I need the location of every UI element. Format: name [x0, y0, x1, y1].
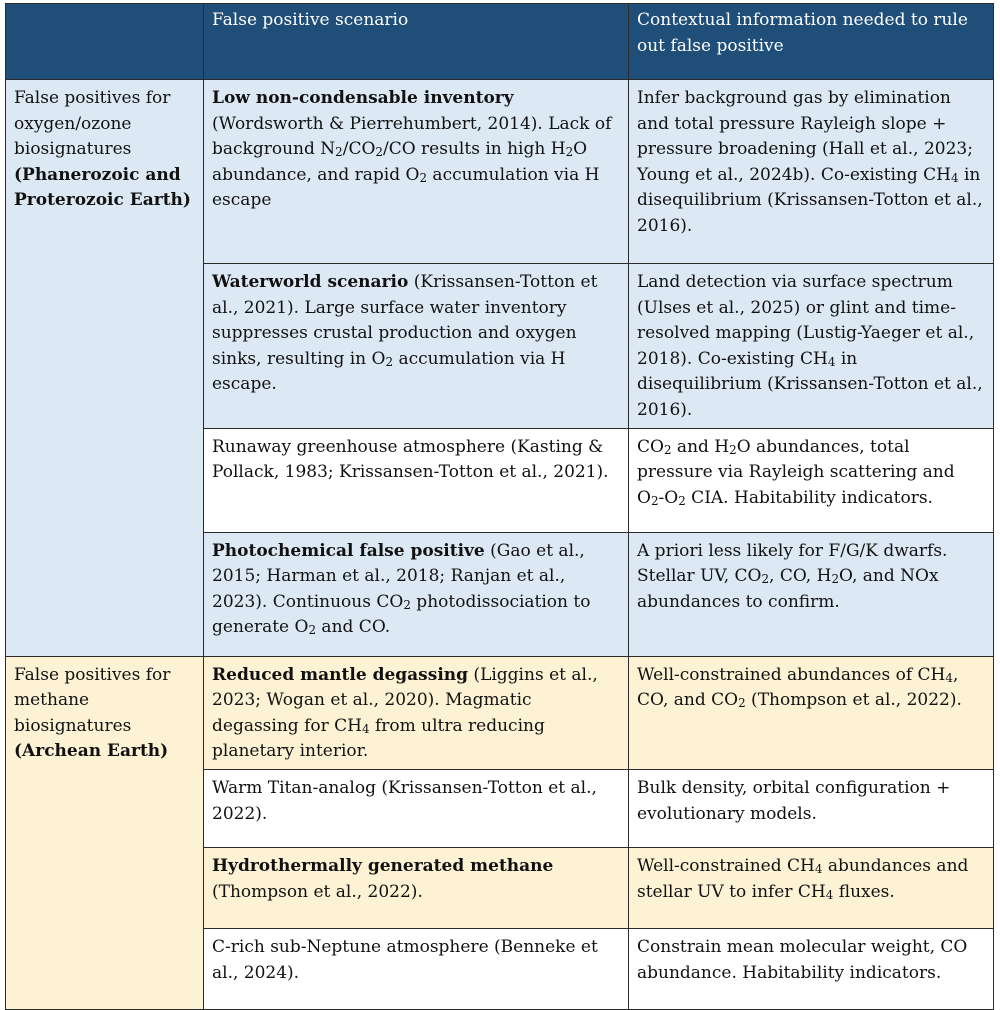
context-cell: A priori less likely for F/G/K dwarfs. Stellar UV, $CO_2$, CO, $H_2O$, and NOx abundances to confirm. — [629, 532, 994, 656]
scenario-cell: Hydrothermally generated methane (Thompson et al., 2022). — [204, 847, 629, 928]
header-row — [6, 4, 994, 80]
scenario-cell: Low non-condensable inventory (Wordsworth & Pierrehumbert, 2014). Lack of background $N_2/CO_2/CO$ results in high $H_2O$ abundance, and rapid $O_2$ accumulation via H escape — [204, 80, 629, 264]
header-empty-cell — [6, 4, 204, 80]
scenario-cell: Reduced mantle degassing (Liggins et al., 2023; Wogan et al., 2020). Magmatic degassing for $CH_4$ from ultra reducing planetary interior. — [204, 656, 629, 769]
group-label-text: False positives for oxygen/ozone biosignatures — [14, 88, 171, 160]
context-cell: Constrain mean molecular weight, CO abundance. Habitability indicators. — [629, 928, 994, 1009]
scenario-title: Reduced mantle degassing — [212, 664, 469, 685]
table-row — [6, 80, 994, 264]
context-cell: Well-constrained abundances of $CH_4$, CO, and $CO_2$ (Thompson et al., 2022). — [629, 656, 994, 769]
false-positive-table — [5, 3, 994, 1010]
scenario-title: Waterworld scenario — [212, 272, 409, 292]
context-cell: Well-constrained $CH_4$ abundances and stellar UV to infer $CH_4$ fluxes. — [629, 847, 994, 928]
group-label-text: False positives for methane biosignatures — [14, 664, 171, 736]
group-label-earth-era: (Archean Earth) — [14, 741, 169, 762]
context-cell: Land detection via surface spectrum (Ulses et al., 2025) or glint and time-resolved mapping (Lustig-Yaeger et al., 2018). Co-existing $CH_4$ in disequilibrium (Krissansen-Totton et al., 2016). — [629, 264, 994, 429]
scenario-title: Hydrothermally generated methane — [212, 855, 554, 876]
context-cell: Bulk density, orbital configuration + evolutionary models. — [629, 769, 994, 847]
scenario-cell: C-rich sub-Neptune atmosphere (Benneke et al., 2024). — [204, 928, 629, 1009]
scenario-cell: Photochemical false positive (Gao et al., 2015; Harman et al., 2018; Ranjan et al., 2023). Continuous $CO_2$ photodissociation to generate $O_2$ and CO. — [204, 532, 629, 656]
header-context: Contextual information needed to rule out false positive — [629, 4, 994, 80]
scenario-cell: Runaway greenhouse atmosphere (Kasting & Pollack, 1983; Krissansen-Totton et al., 2021). — [204, 428, 629, 532]
scenario-cell: Waterworld scenario (Krissansen-Totton et al., 2021). Large surface water inventory suppresses crustal production and oxygen sinks, resulting in $O_2$ accumulation via H escape. — [204, 264, 629, 429]
header-scenario: False positive scenario — [204, 4, 629, 80]
group-label-earth-era: (Phanerozoic and Proterozoic Earth) — [14, 164, 191, 211]
group-label-methane — [6, 656, 204, 1009]
scenario-title: Photochemical false positive — [212, 540, 485, 561]
scenario-title: Low non-condensable inventory — [212, 88, 514, 108]
scenario-cell: Warm Titan-analog (Krissansen-Totton et al., 2022). — [204, 769, 629, 847]
context-cell: Infer background gas by elimination and total pressure Rayleigh slope + pressure broadening (Hall et al., 2023; Young et al., 2024b). Co-existing $CH_4$ in disequilibrium (Krissansen-Totton et al., 2016). — [629, 80, 994, 264]
group-label-oxygen — [6, 80, 204, 657]
table-row — [6, 656, 994, 769]
context-cell: $CO_2$ and $H_2O$ abundances, total pressure via Rayleigh scattering and $O_2-O_2$ CIA. Habitability indicators. — [629, 428, 994, 532]
